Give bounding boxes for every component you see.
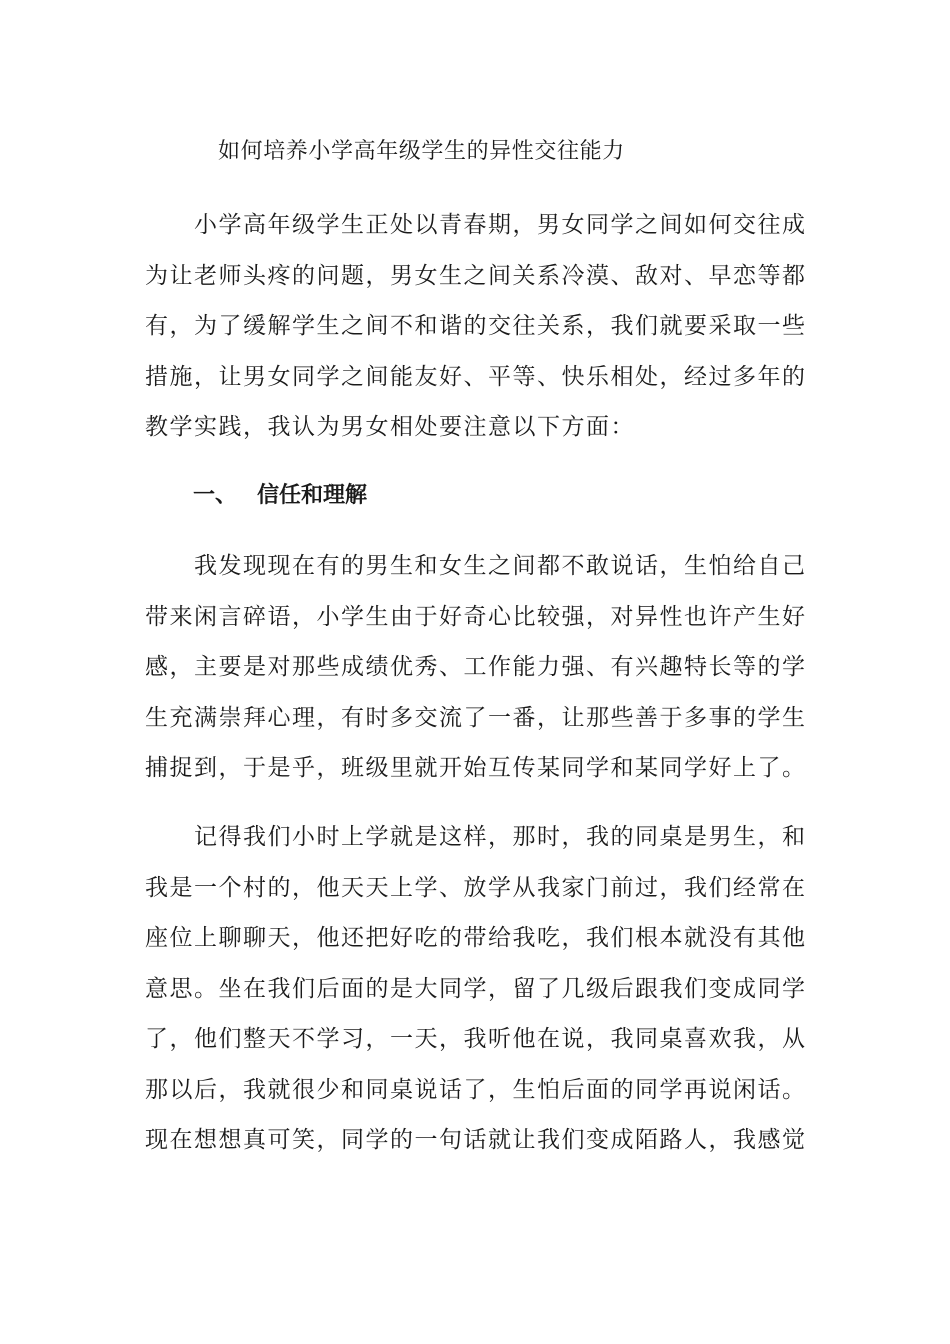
document-title: 如何培养小学高年级学生的异性交往能力 bbox=[218, 139, 625, 164]
paragraph-line: 措施，让男女同学之间能友好、平等、快乐相处，经过多年的 bbox=[145, 363, 807, 390]
paragraph-line: 小学高年级学生正处以青春期，男女同学之间如何交往成 bbox=[145, 212, 807, 238]
paragraph-line: 感，主要是对那些成绩优秀、工作能力强、有兴趣特长等的学 bbox=[145, 654, 807, 680]
section-heading bbox=[193, 480, 367, 512]
paragraph-line: 我是一个村的，他天天上学、放学从我家门前过，我们经常在 bbox=[145, 874, 807, 901]
paragraph-line: 座位上聊聊天，他还把好吃的带给我吃，我们根本就没有其他 bbox=[145, 925, 807, 951]
paragraph-line: 记得我们小时上学就是这样，那时，我的同桌是男生，和 bbox=[145, 824, 807, 850]
paragraph-line: 生充满崇拜心理，有时多交流了一番，让那些善于多事的学生 bbox=[145, 704, 807, 731]
paragraph-line: 带来闲言碎语，小学生由于好奇心比较强，对异性也许产生好 bbox=[145, 603, 807, 630]
paragraph-line: 意思。坐在我们后面的是大同学，留了几级后跟我们变成同学 bbox=[145, 975, 807, 1002]
paragraph-line: 有，为了缓解学生之间不和谐的交往关系，我们就要采取一些 bbox=[145, 313, 807, 339]
section-number: 一、 bbox=[193, 483, 238, 508]
paragraph-intro bbox=[145, 200, 807, 453]
paragraph-line: 了，他们整天不学习，一天，我听他在说，我同桌喜欢我，从 bbox=[145, 1026, 807, 1052]
paragraph-section1 bbox=[145, 541, 807, 794]
paragraph-line: 教学实践，我认为男女相处要注意以下方面： bbox=[145, 414, 635, 440]
paragraph-line: 我发现现在有的男生和女生之间都不敢说话，生怕给自己 bbox=[145, 553, 807, 579]
paragraph-line: 那以后，我就很少和同桌说话了，生怕后面的同学再说闲话。 bbox=[145, 1076, 807, 1103]
paragraph-memory bbox=[145, 812, 807, 1166]
paragraph-line: 现在想想真可笑，同学的一句话就让我们变成陌路人，我感觉 bbox=[145, 1127, 807, 1153]
paragraph-line: 为让老师头疼的问题，男女生之间关系冷漠、敌对、早恋等都 bbox=[145, 262, 807, 289]
section-title: 信任和理解 bbox=[257, 483, 368, 508]
paragraph-line: 捕捉到，于是乎，班级里就开始互传某同学和某同学好上了。 bbox=[145, 755, 807, 781]
